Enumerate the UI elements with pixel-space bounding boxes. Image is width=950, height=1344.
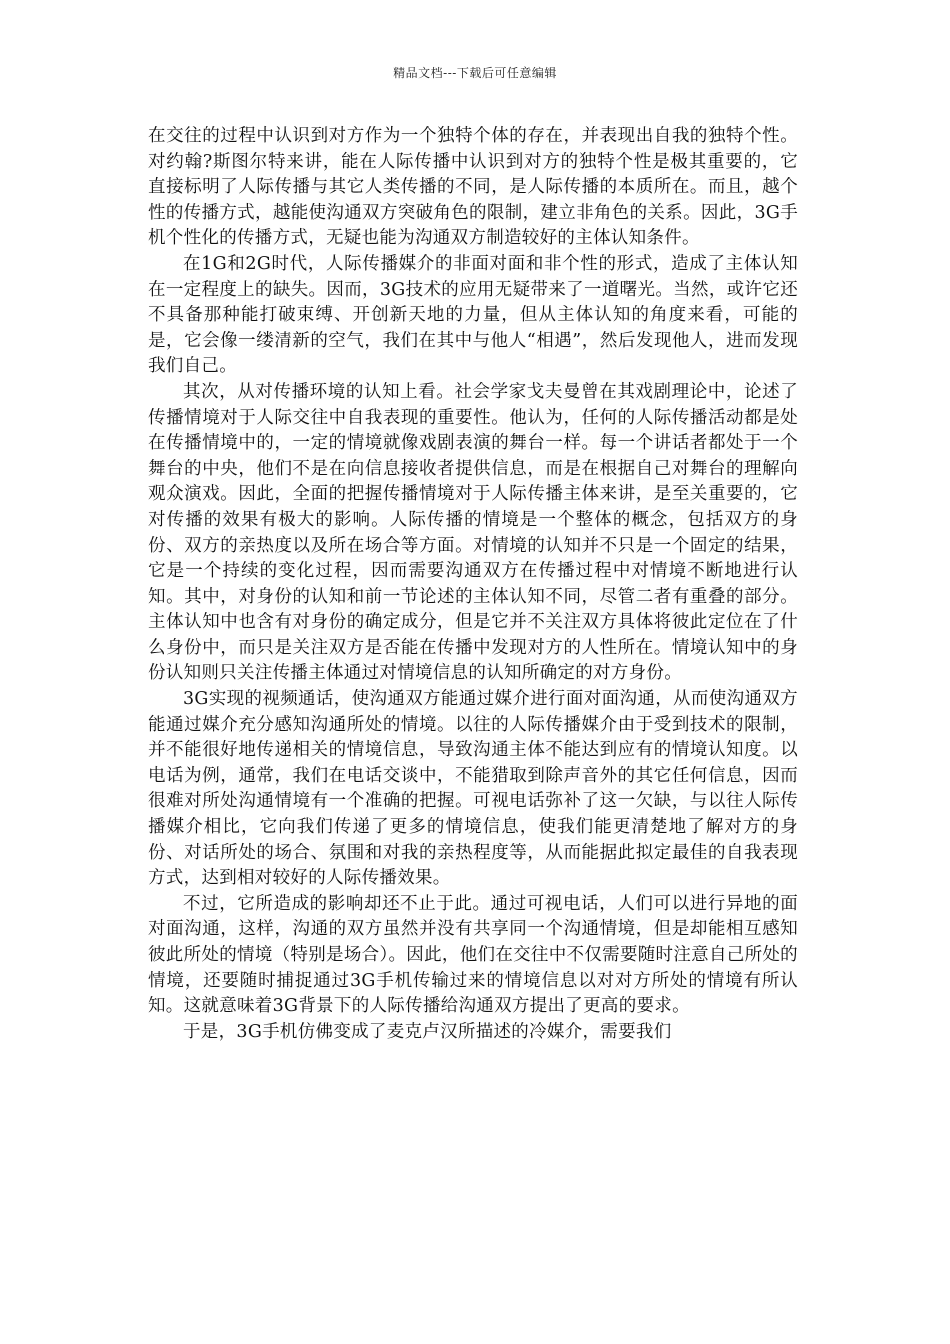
paragraph: 不过，它所造成的影响却还不止于此。通过可视电话，人们可以进行异地的面对面沟通，这样，沟通的双方虽然并没有共享同一个沟通情境，但是却能相互感知彼此所处的情境（特别是场合）。因此，他们在交往中不仅需要随时注意自己所处的情境，还要随时捕捉通过3G手机传输过来的情境信息以对对方所处的情境有所认知。这就意味着3G背景下的人际传播给沟通双方提出了更高的要求。 — [148, 893, 798, 1017]
paragraph: 于是，3G手机仿佛变成了麦克卢汉所描述的冷媒介，需要我们 — [183, 1021, 672, 1042]
paragraph-continuation: 在交往的过程中认识到对方作为一个独特个体的存在，并表现出自我的独特个性。对约翰?斯图尔特来讲，能在人际传播中认识到对方的独特个性是极其重要的，它直接标明了人际传播与其它人类传播的不同，是人际传播的本质所在。而且，越个性的传播方式，越能使沟通双方突破角色的限制，建立非角色的关系。因此，3G手机个性化的传播方式，无疑也能为沟通双方制造较好的主体认知条件。 — [148, 126, 798, 249]
paragraph: 在1G和2G时代，人际传播媒介的非面对面和非个性的形式，造成了主体认知在一定程度上的缺失。因而，3G技术的应用无疑带来了一道曙光。当然，或许它还不具备那种能打破束缚、开创新天地的力量，但从主体认知的角度来看，可能的是，它会像一缕清新的空气，我们在其中与他人“相遇”，然后发现他人，进而发现我们自己。 — [148, 253, 798, 377]
paragraph: 其次，从对传播环境的认知上看。社会学家戈夫曼曾在其戏剧理论中，论述了传播情境对于人际交往中自我表现的重要性。他认为，任何的人际传播活动都是处在传播情境中的，一定的情境就像戏剧表演的舞台一样。每一个讲话者都处于一个舞台的中央，他们不是在向信息接收者提供信息，而是在根据自己对舞台的理解向观众演戏。因此，全面的把握传播情境对于人际传播主体来讲，是至关重要的，它对传播的效果有极大的影响。人际传播的情境是一个整体的概念，包括双方的身份、双方的亲热度以及所在场合等方面。对情境的认知并不只是一个固定的结果，它是一个持续的变化过程，因而需要沟通双方在传播过程中对情境不断地进行认知。其中，对身份的认知和前一节论述的主体认知不同，尽管二者有重叠的部分。主体认知中也含有对身份的确定成分，但是它并不关注双方具体将彼此定位在了什么身份中，而只是关注双方是否能在传播中发现对方的人性所在。情境认知中的身份认知则只关注传播主体通过对情境信息的认知所确定的对方身份。 — [148, 381, 798, 684]
document-body — [148, 124, 798, 1045]
paragraph: 3G实现的视频通话，使沟通双方能通过媒介进行面对面沟通，从而使沟通双方能通过媒介充分感知沟通所处的情境。以往的人际传播媒介由于受到技术的限制，并不能很好地传递相关的情境信息，导致沟通主体不能达到应有的情境认知度。以电话为例，通常，我们在电话交谈中，不能猎取到除声音外的其它任何信息，因而很难对所处沟通情境有一个准确的把握。可视电话弥补了这一欠缺，与以往人际传播媒介相比，它向我们传递了更多的情境信息，使我们能更清楚地了解对方的身份、对话所处的场合、氛围和对我的亲热程度等，从而能据此拟定最佳的自我表现方式，达到相对较好的人际传播效果。 — [148, 689, 798, 889]
page-header: 精品文档---下载后可任意编辑 — [393, 66, 557, 80]
